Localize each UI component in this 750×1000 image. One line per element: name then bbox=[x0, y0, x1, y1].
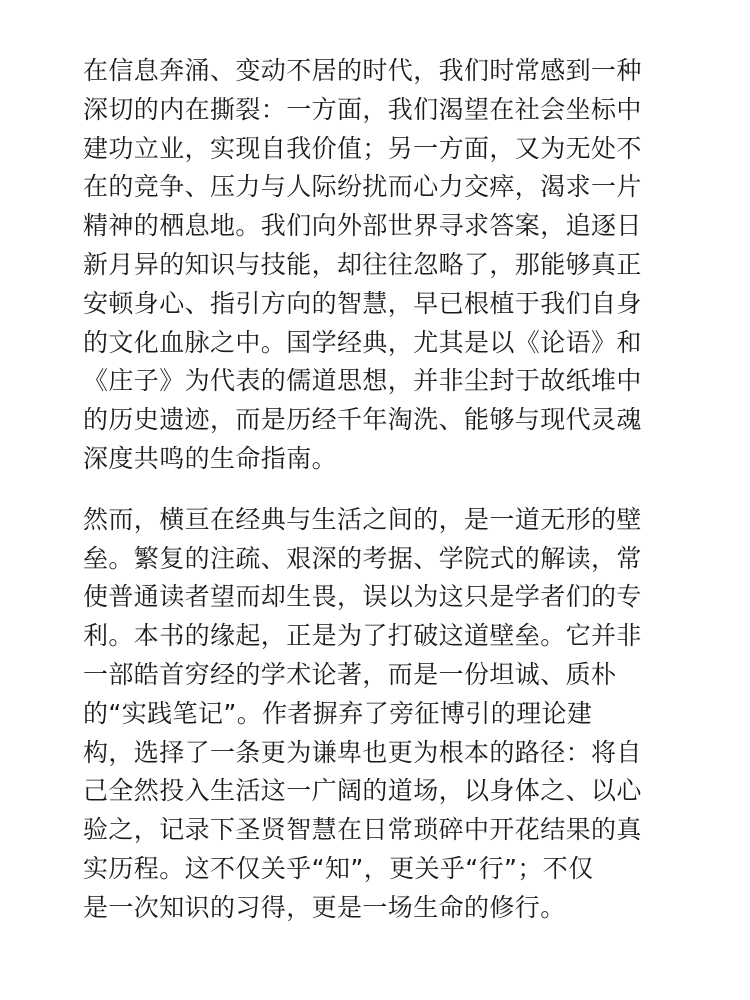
text-line: 建功立业，实现自我价值；另一方面，又为无处不 bbox=[83, 133, 642, 163]
text-line: 的历史遗迹，而是历经千年淘洗、能够与现代灵魂 bbox=[83, 405, 642, 435]
text-line: 垒。繁复的注疏、艰深的考据、学院式的解读，常 bbox=[83, 543, 642, 573]
text-line: 一部皓首穷经的学术论著，而是一份坦诚、质朴 bbox=[83, 659, 617, 689]
text-line: 然而，横亘在经典与生活之间的，是一道无形的壁 bbox=[83, 504, 642, 534]
text-line: 在信息奔涌、变动不居的时代，我们时常感到一种 bbox=[83, 56, 642, 85]
text-line: 的文化血脉之中。国学经典，尤其是以《论语》和 bbox=[83, 327, 642, 357]
text-line: 实历程。这不仅关乎“知”，更关乎“行”；不仅 bbox=[83, 853, 594, 883]
text-line: 构，选择了一条更为谦卑也更为根本的路径：将自 bbox=[83, 737, 642, 767]
text-line: 深切的内在撕裂：一方面，我们渴望在社会坐标中 bbox=[83, 94, 642, 124]
text-line: 验之，记录下圣贤智慧在日常琐碎中开花结果的真 bbox=[83, 815, 642, 845]
paragraph-1 bbox=[83, 52, 683, 479]
text-line: 精神的栖息地。我们向外部世界寻求答案，追逐日 bbox=[83, 211, 642, 241]
text-line: 使普通读者望而却生畏，误以为这只是学者们的专 bbox=[83, 582, 642, 612]
text-line: 新月异的知识与技能，却往往忽略了，那能够真正 bbox=[83, 249, 642, 279]
article-body bbox=[83, 52, 683, 928]
text-line: 安顿身心、指引方向的智慧，早已根植于我们自身 bbox=[83, 288, 642, 318]
text-line: 的“实践笔记”。作者摒弃了旁征博引的理论建 bbox=[83, 698, 593, 728]
paragraph-2 bbox=[83, 501, 683, 928]
text-line: 《庄子》为代表的儒道思想，并非尘封于故纸堆中 bbox=[83, 366, 642, 396]
text-line: 深度共鸣的生命指南。 bbox=[83, 443, 338, 473]
text-line: 在的竞争、压力与人际纷扰而心力交瘁，渴求一片 bbox=[83, 172, 642, 202]
text-line: 利。本书的缘起，正是为了打破这道壁垒。它并非 bbox=[83, 621, 642, 651]
text-line: 己全然投入生活这一广阔的道场，以身体之、以心 bbox=[83, 776, 642, 806]
text-line: 是一次知识的习得，更是一场生命的修行。 bbox=[83, 892, 566, 922]
